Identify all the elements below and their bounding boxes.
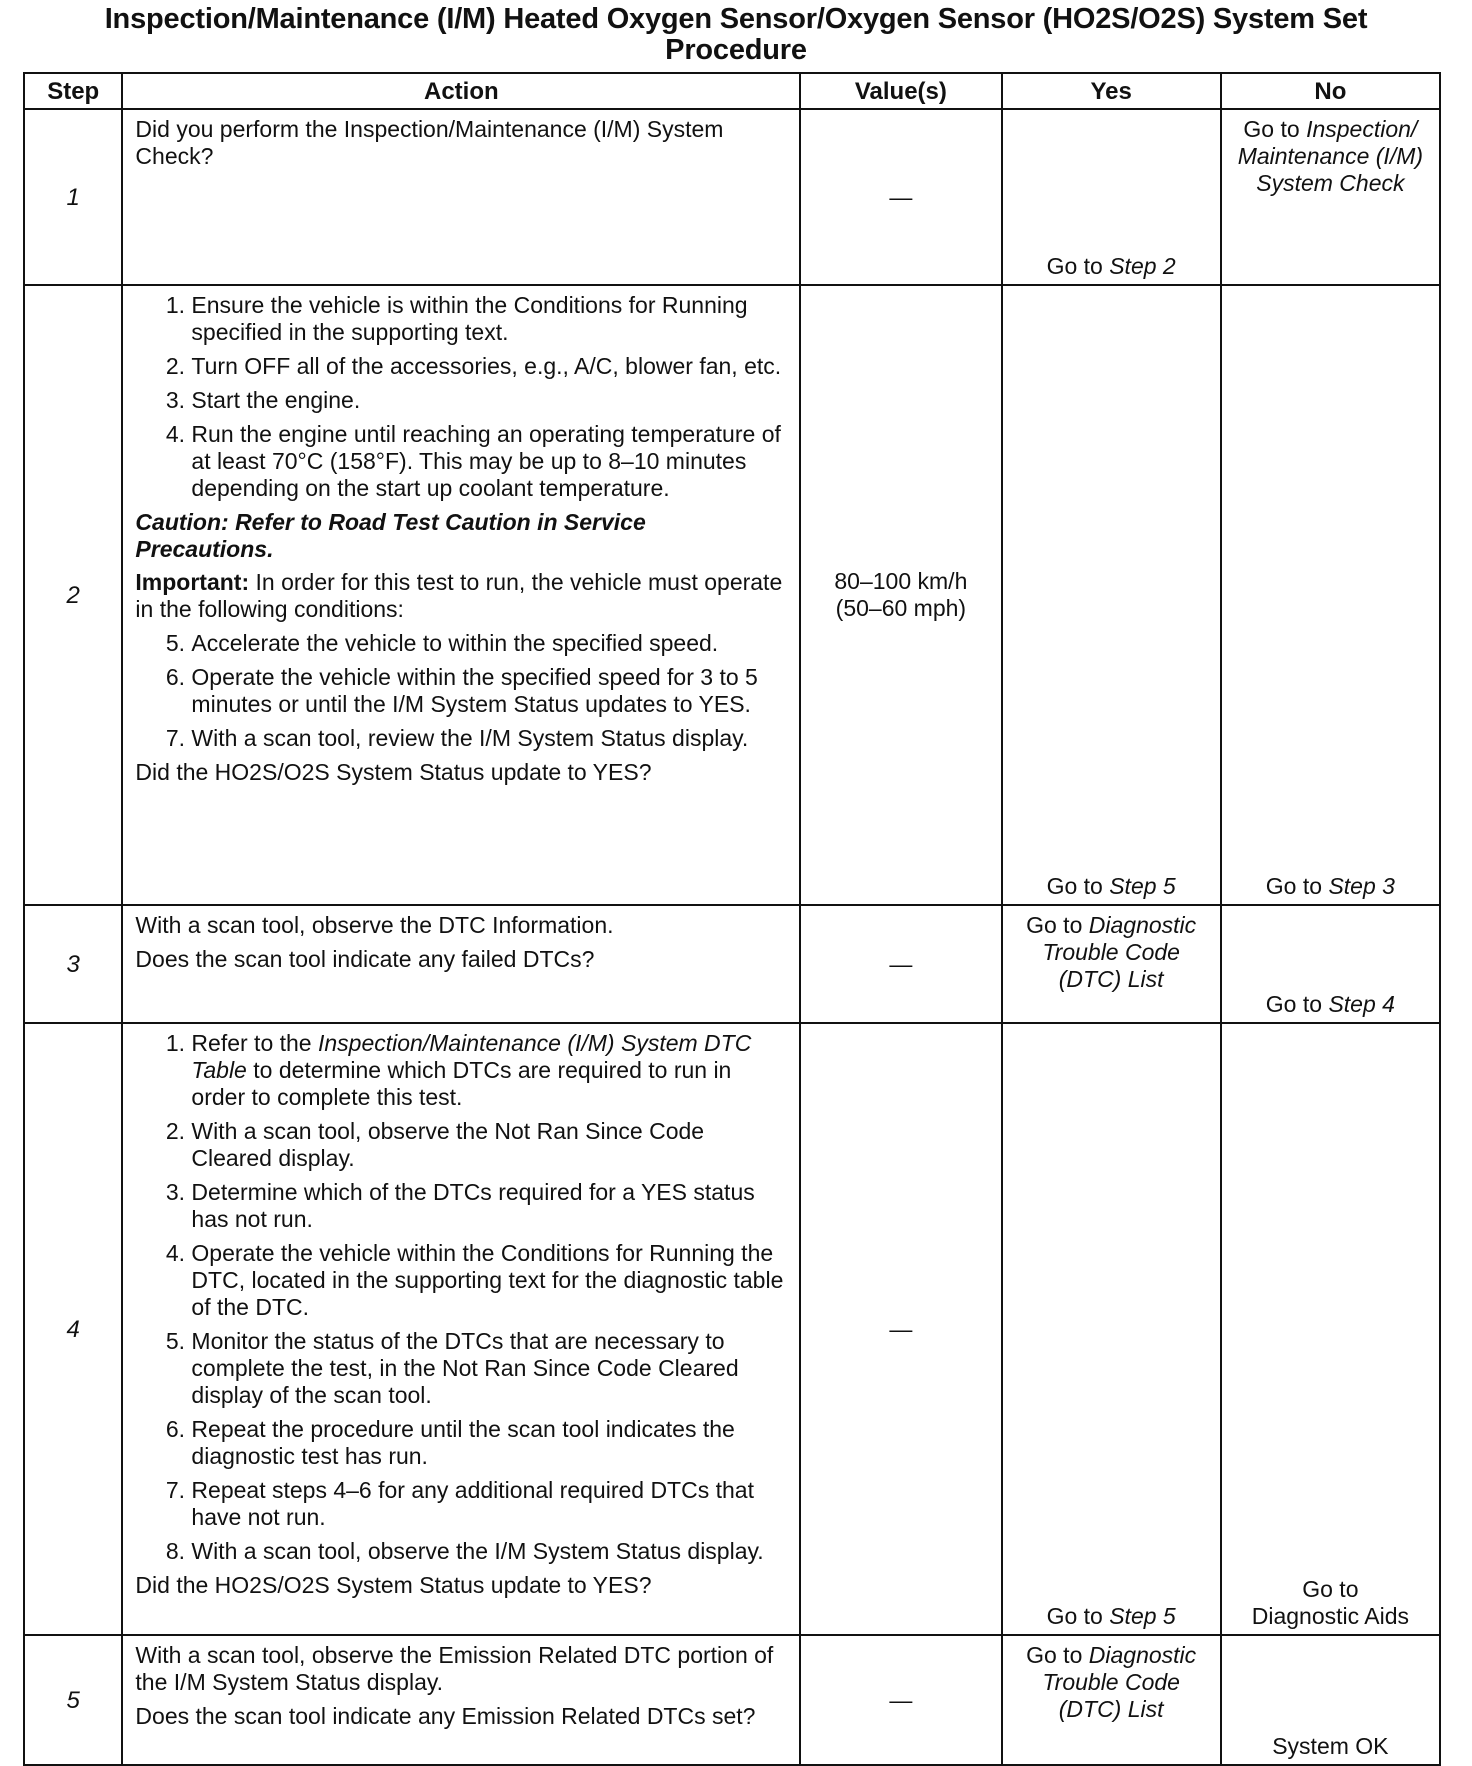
- action-cell: [122, 905, 800, 1023]
- yes-cell: [1002, 1023, 1221, 1635]
- no-link-step-4[interactable]: Step 4: [1328, 991, 1395, 1017]
- instruction-list-a: [135, 292, 789, 502]
- important-text: In order for this test to run, the vehicle must operate in the following conditions:: [135, 569, 783, 622]
- action-cell: [122, 1635, 800, 1765]
- no-prefix: Go to: [1265, 991, 1329, 1017]
- instruction-list: [135, 1030, 789, 1565]
- link-im-system-dtc-table[interactable]: Inspection/Maintenance (I/M) System DTC Table: [191, 1030, 752, 1083]
- table-row-step-5: [24, 1635, 1440, 1765]
- important-label: Important:: [135, 569, 250, 595]
- action-question: Does the scan tool indicate any failed DTCs?: [135, 946, 595, 972]
- caution-note: Caution: Refer to Road Test Caution in Service Precautions.: [135, 509, 646, 562]
- table-row-step-1: [24, 109, 1440, 285]
- list-item: 2. Turn OFF all of the accessories, e.g., A/C, blower fan, etc.: [191, 353, 789, 380]
- yes-cell: [1002, 1635, 1221, 1765]
- step-number: 1: [24, 109, 122, 285]
- yes-cell: [1002, 905, 1221, 1023]
- list-item: 2. With a scan tool, observe the Not Ran Since Code Cleared display.: [191, 1118, 789, 1172]
- list-item: 4. Run the engine until reaching an operating temperature of at least 70°C (158°F). This may be up to 8–10 minutes depending on the start up coolant temperature.: [191, 421, 789, 502]
- no-link-im-system-check[interactable]: Inspection/ Maintenance (I/M) System Check: [1237, 116, 1424, 196]
- yes-prefix: Go to: [1026, 912, 1089, 938]
- list-item: 6. Repeat the procedure until the scan tool indicates the diagnostic test has run.: [191, 1416, 789, 1470]
- no-prefix: Go to: [1302, 1576, 1359, 1602]
- list-item: [191, 1030, 789, 1111]
- yes-link-dtc-list[interactable]: Diagnostic Trouble Code (DTC) List: [1042, 1642, 1197, 1722]
- no-cell: [1221, 285, 1440, 905]
- header-yes: Yes: [1002, 73, 1221, 109]
- list-item: 7. Repeat steps 4–6 for any additional required DTCs that have not run.: [191, 1477, 789, 1531]
- header-no: No: [1221, 73, 1440, 109]
- page-title: [0, 4, 1472, 66]
- list-item: 7. With a scan tool, review the I/M System Status display.: [191, 725, 789, 752]
- list-item: 5. Accelerate the vehicle to within the specified speed.: [191, 630, 789, 657]
- list-item: 4. Operate the vehicle within the Conditions for Running the DTC, located in the supporting text for the diagnostic table of the DTC.: [191, 1240, 789, 1321]
- header-step: Step: [24, 73, 122, 109]
- no-cell: [1221, 905, 1440, 1023]
- header-action: Action: [122, 73, 800, 109]
- action-question: Did the HO2S/O2S System Status update to YES?: [135, 1572, 652, 1598]
- list-item: 3. Start the engine.: [191, 387, 789, 414]
- value-cell: [800, 285, 1001, 905]
- value-speed-kmh: 80–100 km/h: [834, 568, 968, 594]
- no-prefix: Go to: [1265, 873, 1329, 899]
- item-suffix: to determine which DTCs are required to run in order to complete this test.: [191, 1057, 732, 1110]
- yes-link-step-5[interactable]: Step 5: [1109, 1603, 1176, 1629]
- list-item: 5. Monitor the status of the DTCs that are necessary to complete the test, in the Not Ran Since Code Cleared display of the scan tool.: [191, 1328, 789, 1409]
- step-number: 2: [24, 285, 122, 905]
- step-number: 3: [24, 905, 122, 1023]
- table-row-step-3: [24, 905, 1440, 1023]
- yes-prefix: Go to: [1046, 873, 1110, 899]
- title-line-2: Procedure: [665, 34, 807, 66]
- yes-link-dtc-list[interactable]: Diagnostic Trouble Code (DTC) List: [1042, 912, 1197, 992]
- yes-prefix: Go to: [1046, 1603, 1110, 1629]
- yes-cell: [1002, 109, 1221, 285]
- value-speed-mph: (50–60 mph): [835, 595, 967, 621]
- list-item: 3. Determine which of the DTCs required for a YES status has not run.: [191, 1179, 789, 1233]
- title-line-1: Inspection/Maintenance (I/M) Heated Oxygen Sensor/Oxygen Sensor (HO2S/O2S) System Set: [104, 3, 1368, 35]
- no-cell: [1221, 109, 1440, 285]
- header-values: Value(s): [800, 73, 1001, 109]
- no-prefix: Go to: [1243, 116, 1307, 142]
- yes-cell: [1002, 285, 1221, 905]
- action-question: Does the scan tool indicate any Emission Related DTCs set?: [135, 1703, 756, 1729]
- yes-link-step-2[interactable]: Step 2: [1109, 253, 1176, 279]
- list-item: 1. Ensure the vehicle is within the Conditions for Running specified in the supporting text.: [191, 292, 789, 346]
- yes-link-step-5[interactable]: Step 5: [1109, 873, 1176, 899]
- item-prefix: Refer to the: [191, 1030, 318, 1056]
- action-cell: [122, 109, 800, 285]
- list-item: 6. Operate the vehicle within the specified speed for 3 to 5 minutes or until the I/M System Status updates to YES.: [191, 664, 789, 718]
- value-cell: —: [800, 905, 1001, 1023]
- instruction-list-b: [135, 630, 789, 752]
- no-cell: System OK: [1221, 1635, 1440, 1765]
- action-cell: [122, 1023, 800, 1635]
- step-number: 4: [24, 1023, 122, 1635]
- action-question: Did you perform the Inspection/Maintenance (I/M) System Check?: [135, 116, 724, 169]
- action-cell: [122, 285, 800, 905]
- value-cell: —: [800, 109, 1001, 285]
- procedure-table: [23, 72, 1441, 1766]
- value-cell: —: [800, 1635, 1001, 1765]
- table-row-step-4: [24, 1023, 1440, 1635]
- header-row: [24, 73, 1440, 109]
- no-cell: [1221, 1023, 1440, 1635]
- no-link-diagnostic-aids[interactable]: Diagnostic Aids: [1251, 1603, 1409, 1629]
- no-link-step-3[interactable]: Step 3: [1328, 873, 1395, 899]
- action-instruction: With a scan tool, observe the DTC Information.: [135, 912, 614, 938]
- important-note: [135, 569, 789, 623]
- list-item: 8. With a scan tool, observe the I/M System Status display.: [191, 1538, 789, 1565]
- step-number: 5: [24, 1635, 122, 1765]
- table-row-step-2: [24, 285, 1440, 905]
- value-cell: —: [800, 1023, 1001, 1635]
- yes-prefix: Go to: [1046, 253, 1110, 279]
- action-instruction: With a scan tool, observe the Emission Related DTC portion of the I/M System Status display.: [135, 1642, 774, 1695]
- action-question: Did the HO2S/O2S System Status update to YES?: [135, 759, 652, 785]
- yes-prefix: Go to: [1026, 1642, 1089, 1668]
